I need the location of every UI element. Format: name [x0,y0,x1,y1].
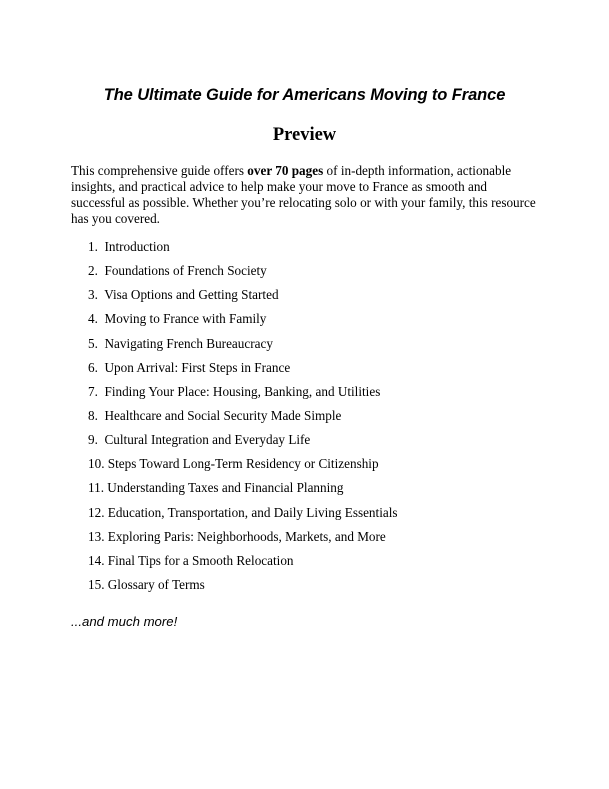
toc-item-number: 13. [88,528,105,544]
toc-item-text: Glossary of Terms [107,576,205,592]
toc-item-text: Visa Options and Getting Started [104,287,279,303]
toc-item-number: 8. [88,407,98,423]
toc-item-number: 15. [88,576,105,592]
toc-item [88,262,398,286]
toc-item [88,576,398,600]
toc-item-text: Moving to France with Family [104,311,267,327]
toc-item [88,383,398,407]
toc-item [88,310,398,334]
toc-item [88,238,398,262]
toc-item [88,359,398,383]
toc-item-text: Exploring Paris: Neighborhoods, Markets, and More [107,528,386,544]
toc-item [88,552,398,576]
document-title: The Ultimate Guide for Americans Moving to France [103,86,506,104]
toc-item [88,504,398,528]
toc-item-number: 11. [88,480,104,496]
toc-item-number: 12. [88,504,105,520]
toc-item [88,479,398,503]
intro-paragraph [71,163,539,227]
toc-item-number: 7. [88,383,98,399]
toc-item-text: Cultural Integration and Everyday Life [104,432,311,448]
toc-item-number: 4. [88,311,98,327]
toc-item [88,431,398,455]
toc-item [88,528,398,552]
toc-item-text: Education, Transportation, and Daily Living Essentials [107,504,398,520]
intro-text-before: This comprehensive guide offers [71,163,248,178]
toc-item-text: Steps Toward Long-Term Residency or Citizenship [107,456,379,472]
toc-item-text: Introduction [104,239,170,254]
toc-item-number: 10. [88,456,105,472]
toc-item-number: 6. [88,359,98,375]
toc-item-text: Understanding Taxes and Financial Planning [107,480,344,496]
toc-item [88,335,398,359]
toc-item [88,286,398,310]
toc-item-text: Finding Your Place: Housing, Banking, and Utilities [104,383,381,399]
toc-item-number: 3. [88,287,98,303]
toc-item-text: Upon Arrival: First Steps in France [104,359,291,375]
toc-item-text: Navigating French Bureaucracy [104,335,273,351]
table-of-contents [88,238,398,600]
document-subtitle: Preview [272,125,337,145]
toc-item [88,455,398,479]
toc-item-number: 9. [88,432,98,448]
toc-item-number: 14. [88,552,105,568]
toc-item-text: Final Tips for a Smooth Relocation [107,552,294,568]
toc-item-number: 2. [88,263,98,279]
toc-item-text: Healthcare and Social Security Made Simple [104,407,342,423]
intro-text-after: of in-depth information, actionable insights, and practical advice to help make your move to France as smooth and successful as possible. Whether you’re relocating solo or with your family, this resource has you covered. [71,163,536,226]
toc-item-number: 5. [88,335,98,351]
intro-bold-text: over 70 pages [247,163,324,178]
toc-item [88,407,398,431]
toc-item-text: Foundations of French Society [104,263,267,279]
toc-item-number: 1. [88,239,98,254]
closing-text: ...and much more! [71,614,178,629]
